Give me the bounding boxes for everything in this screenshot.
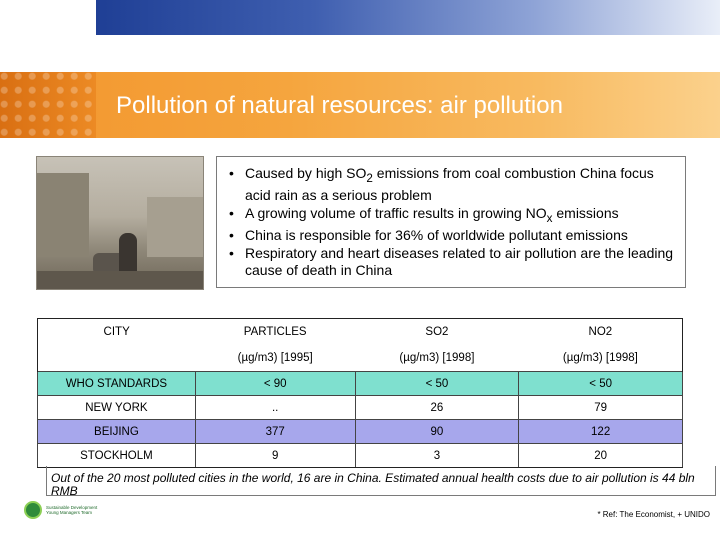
table-cell: NEW YORK [38, 396, 196, 420]
header-gradient-band [96, 0, 720, 35]
table-cell: < 50 [355, 372, 519, 396]
table-cell: 377 [195, 420, 355, 444]
photo-building-right [147, 197, 204, 257]
table-header-row [38, 319, 683, 346]
bullet-box [216, 156, 686, 288]
title-banner [0, 72, 720, 138]
table-cell: 3 [355, 444, 519, 468]
photo-road [37, 271, 204, 289]
table-cell: STOCKHOLM [38, 444, 196, 468]
table-row [38, 444, 683, 468]
table-row [38, 420, 683, 444]
source-note: * Ref: The Economist, + UNIDO [597, 510, 710, 519]
units-city [38, 346, 196, 372]
table-cell: 79 [519, 396, 683, 420]
footnote: Out of the 20 most polluted cities in the world, 16 are in China. Estimated annual health costs due to air pollution is 44 bln RMB [46, 466, 716, 496]
table-cell: 90 [355, 420, 519, 444]
bullet-item: • A growing volume of traffic results in growing $NO_x$ emissions [229, 205, 675, 227]
header-particles: PARTICLES [195, 319, 355, 346]
sustainable-development-logo [24, 499, 120, 521]
units-no2: (µg/m3) [1998] [519, 346, 683, 372]
table-row [38, 396, 683, 420]
table-cell: 9 [195, 444, 355, 468]
units-so2: (µg/m3) [1998] [399, 352, 475, 365]
table-cell: BEIJING [38, 420, 196, 444]
photo-person [119, 233, 137, 273]
table-cell: 122 [519, 420, 683, 444]
units-particles: (µg/m3) [1995] [237, 352, 313, 365]
table-cell: < 90 [195, 372, 355, 396]
logo-text: Sustainable Development Young Managers Team [46, 504, 98, 515]
table-cell: 20 [519, 444, 683, 468]
table-cell: WHO STANDARDS [38, 372, 196, 396]
bullet-item: • Caused by high $SO_2$ emissions from coal combustion China focus acid rain as a serious problem [229, 165, 675, 205]
table-units-row [38, 346, 683, 372]
table-cell: .. [195, 396, 355, 420]
title-pattern [0, 72, 96, 138]
air-quality-table [37, 318, 683, 468]
slide-title: Pollution of natural resources: air pollution [116, 92, 563, 119]
logo-icon [24, 501, 42, 519]
city-smog-photo [36, 156, 204, 290]
photo-building-left [37, 173, 89, 257]
table-row [38, 372, 683, 396]
header-so2: SO2 [355, 319, 519, 346]
header-no2: NO2 [519, 319, 683, 346]
bullet-list [229, 165, 675, 280]
bullet-item: • Respiratory and heart diseases related to air pollution are the leading cause of death in China [229, 245, 675, 280]
header-city: CITY [38, 319, 196, 346]
table-cell: 26 [355, 396, 519, 420]
table-cell: < 50 [519, 372, 683, 396]
bullet-item: • China is responsible for 36% of worldwide pollutant emissions [229, 227, 675, 245]
